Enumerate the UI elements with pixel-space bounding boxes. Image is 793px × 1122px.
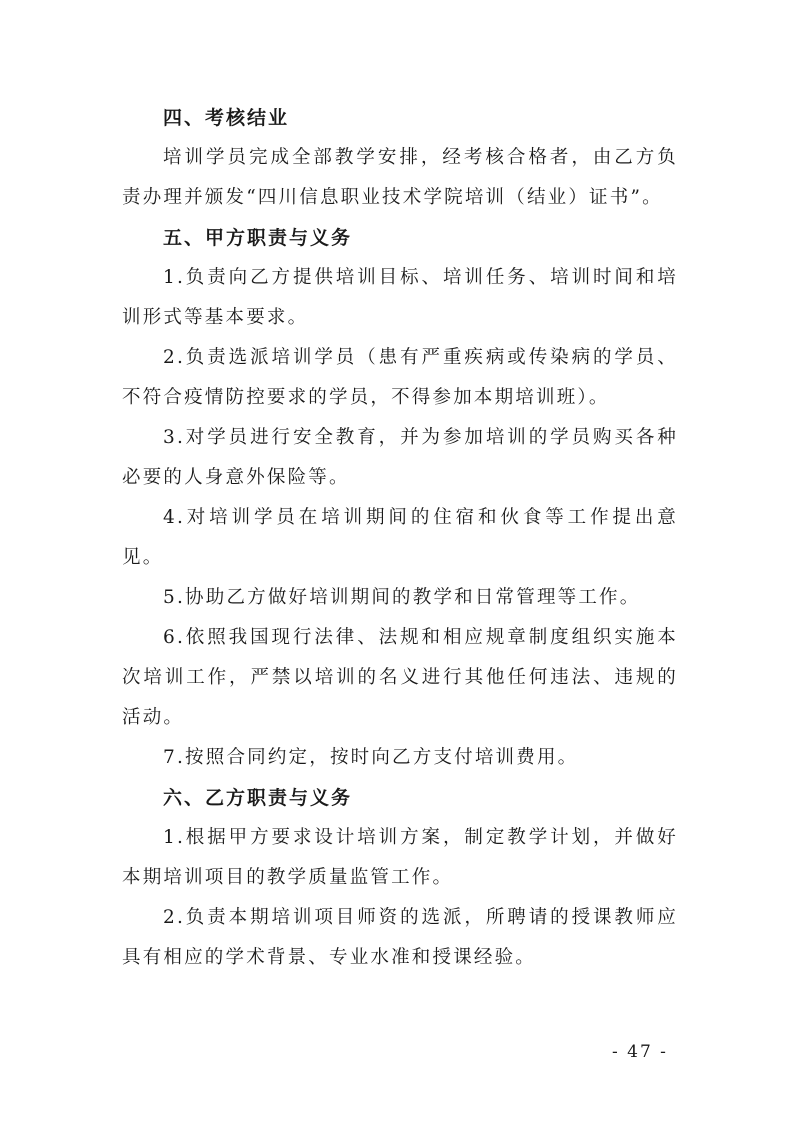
party-a-duty-5: 5.协助乙方做好培训期间的教学和日常管理等工作。 — [163, 587, 641, 608]
party-a-duty-3: 3.对学员进行安全教育，并为参加培训的学员购买各种必要的人身意外保险等。 — [122, 427, 678, 488]
party-a-duty-7: 7.按照合同约定，按时向乙方支付培训费用。 — [163, 747, 579, 768]
section-heading-party-b-duties: 六、乙方职责与义务 — [163, 787, 353, 809]
party-b-duty-1: 1.根据甲方要求设计培训方案，制定教学计划，并做好本期培训项目的教学质量监管工作。 — [122, 827, 678, 888]
page-number: - 47 - — [612, 1042, 668, 1062]
party-a-duty-4: 4.对培训学员在培训期间的住宿和伙食等工作提出意见。 — [122, 507, 678, 568]
party-b-duty-2: 2.负责本期培训项目师资的选派，所聘请的授课教师应具有相应的学术背景、专业水准和授课经验。 — [122, 907, 678, 968]
assessment-paragraph: 培训学员完成全部教学安排，经考核合格者，由乙方负责办理并颁发“四川信息职业技术学院培训（结业）证书”。 — [122, 147, 678, 208]
party-a-duty-1: 1.负责向乙方提供培训目标、培训任务、培训时间和培训形式等基本要求。 — [122, 267, 678, 328]
section-heading-party-a-duties: 五、甲方职责与义务 — [163, 227, 353, 249]
document-body — [122, 98, 678, 978]
party-a-duty-2: 2.负责选派培训学员（患有严重疾病或传染病的学员、不符合疫情防控要求的学员，不得参加本期培训班）。 — [122, 347, 678, 408]
party-a-duty-6: 6.依照我国现行法律、法规和相应规章制度组织实施本次培训工作，严禁以培训的名义进行其他任何违法、违规的活动。 — [122, 627, 678, 728]
section-heading-assessment: 四、考核结业 — [163, 107, 290, 129]
